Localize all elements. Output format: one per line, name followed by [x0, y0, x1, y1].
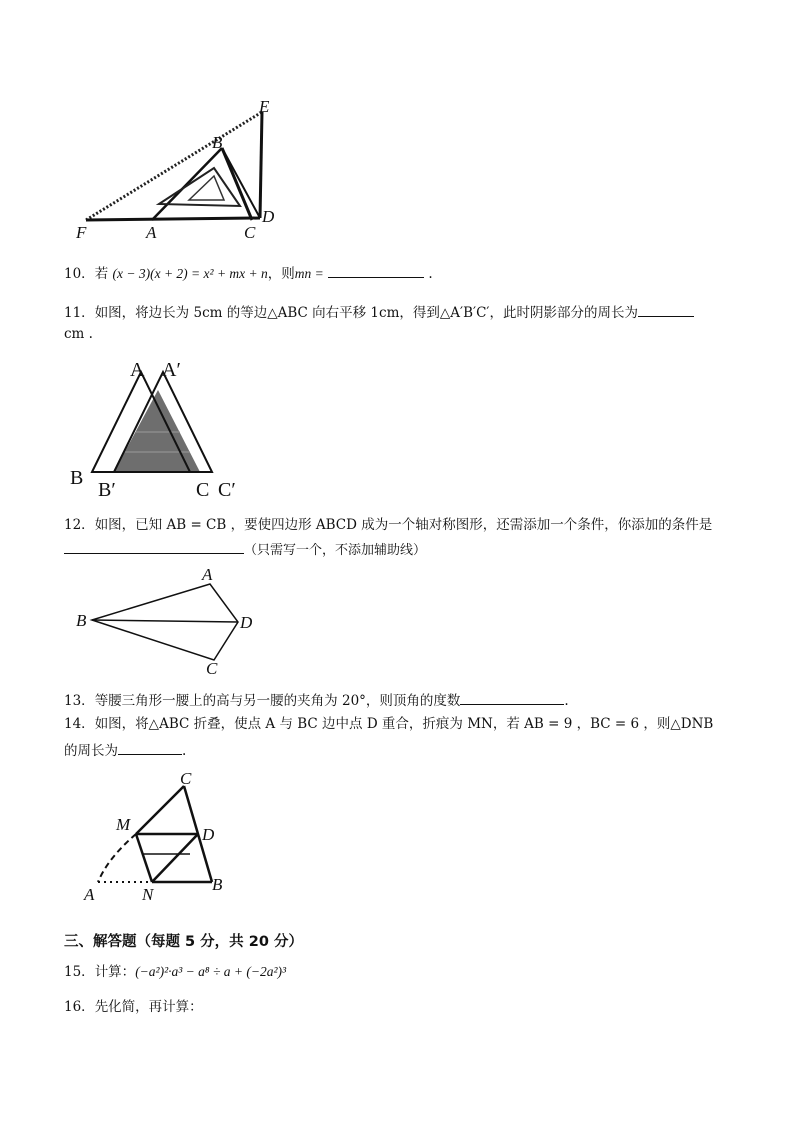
- label-C-prime: C′: [218, 479, 236, 501]
- q15-label: 计算：: [94, 964, 136, 980]
- label-M: M: [116, 815, 131, 834]
- label-A-prime: A′: [162, 359, 181, 381]
- label-C: C: [196, 479, 210, 501]
- label-D: D: [202, 825, 215, 844]
- q14-line1: 如图，将△ABC 折叠，使点 A 与 BC 边中点 D 重合，折痕为 MN，若 AB = 9 ，BC = 6 ，则△DNB: [94, 716, 714, 732]
- label-B: B: [212, 875, 223, 894]
- q13-text: 等腰三角形一腰上的高与另一腰的夹角为 20°，则顶角的度数: [94, 693, 461, 709]
- q14-line2: 的周长为: [64, 743, 118, 759]
- answer-blank[interactable]: [118, 740, 182, 755]
- q10-end: .: [428, 266, 433, 282]
- figure-q9: [64, 96, 304, 246]
- question-11: [64, 302, 694, 323]
- question-number: 12．: [64, 517, 95, 533]
- question-12: [64, 515, 712, 535]
- q12-note: （只需写一个，不添加辅助线）: [244, 543, 427, 558]
- answer-blank[interactable]: [328, 263, 424, 278]
- q15-expression: (−a²)²·a³ − a⁸ ÷ a + (−2a²)³: [135, 964, 287, 979]
- q10-expression: (x − 3)(x + 2) = x² + mx + n: [112, 266, 268, 281]
- question-13: [64, 690, 569, 711]
- q12-text: 如图，已知 AB = CB ，要使四边形 ABCD 成为一个轴对称图形，还需添加一个条件，你添加的条件是: [94, 517, 713, 533]
- label-A: A: [202, 566, 213, 584]
- answer-blank[interactable]: [64, 539, 244, 554]
- label-N: N: [142, 885, 154, 904]
- q11-text: 如图，将边长为 5cm 的等边△ABC 向右平移 1cm，得到△A′B′C′，此时阴影部分的周长为: [94, 305, 638, 321]
- label-C: C: [206, 659, 218, 678]
- question-11-unit: [64, 324, 93, 344]
- question-10: [64, 263, 433, 284]
- q16-text: 先化简，再计算：: [94, 999, 203, 1015]
- label-B: B: [76, 611, 87, 630]
- label-C: C: [244, 223, 256, 242]
- q10-pre: 若: [94, 266, 109, 282]
- label-A: A: [84, 885, 95, 904]
- q11-unit: cm .: [64, 326, 93, 342]
- label-A: A: [146, 223, 157, 242]
- question-14: [64, 714, 713, 734]
- label-F: F: [76, 223, 87, 242]
- question-12-line2: [64, 539, 426, 561]
- label-D: D: [262, 207, 275, 226]
- q13-end: .: [564, 693, 569, 709]
- label-E: E: [259, 97, 270, 116]
- answer-blank[interactable]: [460, 690, 564, 705]
- label-A: A: [130, 359, 145, 381]
- section-heading: 三、解答题（每题 5 分，共 20 分）: [64, 934, 303, 950]
- figure-q12: [70, 566, 260, 678]
- figure-q11: [64, 356, 254, 504]
- question-14-line2: [64, 740, 186, 761]
- question-number: 10．: [64, 266, 95, 282]
- question-number: 13．: [64, 693, 95, 709]
- question-16: [64, 997, 203, 1017]
- label-D: D: [240, 613, 253, 632]
- q14-end: .: [182, 743, 187, 759]
- question-number: 14．: [64, 716, 95, 732]
- label-B: B: [212, 133, 223, 152]
- q10-ask: mn =: [294, 266, 324, 281]
- question-15: [64, 962, 286, 982]
- label-B-prime: B′: [98, 479, 116, 501]
- question-number: 16．: [64, 999, 95, 1015]
- question-number: 11．: [64, 305, 95, 321]
- figure-q14: [78, 772, 248, 904]
- label-B: B: [70, 467, 84, 489]
- label-C: C: [180, 772, 192, 788]
- question-number: 15．: [64, 964, 95, 980]
- answer-blank[interactable]: [638, 302, 694, 317]
- q10-mid: ，则: [267, 266, 295, 282]
